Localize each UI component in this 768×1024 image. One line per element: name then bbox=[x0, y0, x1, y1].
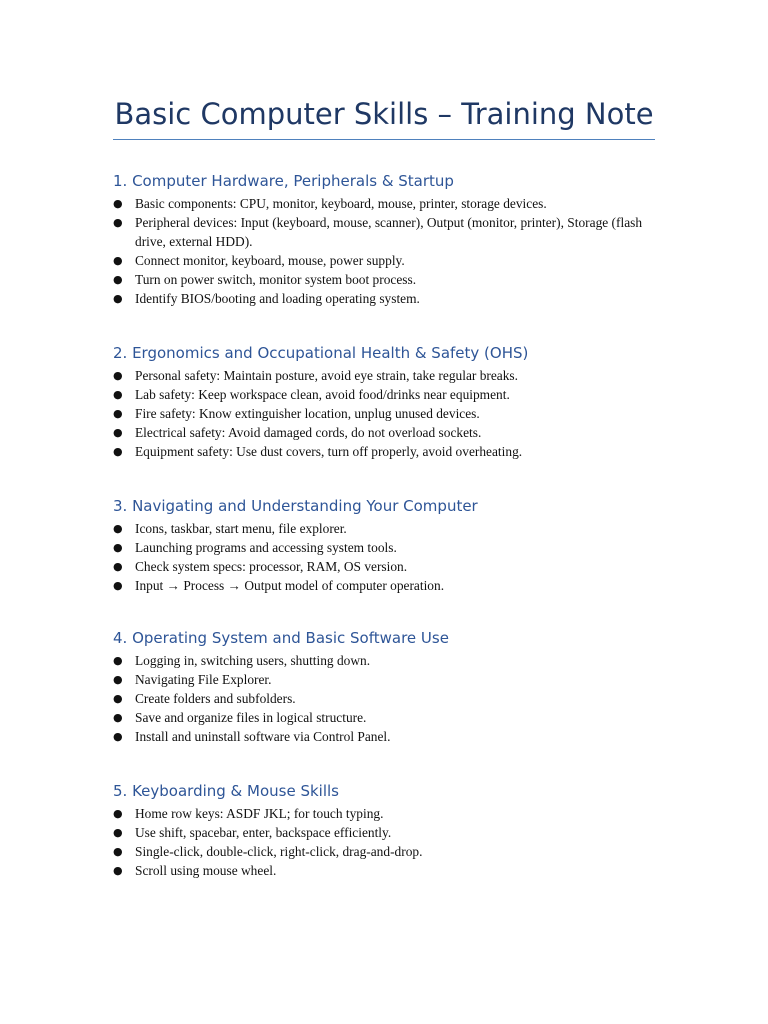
section-heading: 2. Ergonomics and Occupational Health & Safety (OHS) bbox=[113, 344, 529, 362]
list-item-text: Icons, taskbar, start menu, file explorer. bbox=[135, 521, 347, 536]
bullet-icon: ● bbox=[113, 730, 123, 743]
list-item-text: Equipment safety: Use dust covers, turn off properly, avoid overheating. bbox=[135, 444, 523, 459]
section-heading: 1. Computer Hardware, Peripherals & Startup bbox=[113, 172, 454, 190]
bullet-list bbox=[113, 651, 673, 746]
list-item-text: Lab safety: Keep workspace clean, avoid food/drinks near equipment. bbox=[135, 387, 510, 402]
bullet-icon: ● bbox=[113, 445, 123, 458]
bullet-icon: ● bbox=[113, 292, 123, 305]
list-item bbox=[113, 651, 673, 670]
list-item bbox=[113, 194, 673, 213]
list-item bbox=[113, 842, 673, 861]
list-item-text: Electrical safety: Avoid damaged cords, do not overload sockets. bbox=[135, 425, 482, 440]
list-item-text: Launching programs and accessing system tools. bbox=[135, 540, 397, 555]
list-item-text: Turn on power switch, monitor system boot process. bbox=[135, 272, 417, 287]
bullet-icon: ● bbox=[113, 216, 123, 229]
list-item-text: Fire safety: Know extinguisher location, unplug unused devices. bbox=[135, 406, 480, 421]
bullet-icon: ● bbox=[113, 273, 123, 286]
bullet-icon: ● bbox=[113, 579, 123, 592]
list-item bbox=[113, 670, 673, 689]
list-item bbox=[113, 366, 673, 385]
bullet-icon: ● bbox=[113, 522, 123, 535]
bullet-icon: ● bbox=[113, 826, 123, 839]
bullet-icon: ● bbox=[113, 541, 123, 554]
section-heading: 5. Keyboarding & Mouse Skills bbox=[113, 782, 339, 800]
bullet-icon: ● bbox=[113, 864, 123, 877]
list-item bbox=[113, 823, 673, 842]
bullet-list bbox=[113, 519, 673, 595]
list-item-text: Home row keys: ASDF JKL; for touch typing. bbox=[135, 806, 384, 821]
list-item bbox=[113, 689, 673, 708]
bullet-icon: ● bbox=[113, 407, 123, 420]
bullet-icon: ● bbox=[113, 807, 123, 820]
list-item-text: Use shift, spacebar, enter, backspace efficiently. bbox=[135, 825, 392, 840]
bullet-icon: ● bbox=[113, 692, 123, 705]
section-keyboarding bbox=[113, 781, 673, 880]
list-item-text: Logging in, switching users, shutting down. bbox=[135, 653, 371, 668]
list-item bbox=[113, 404, 673, 423]
title-underline bbox=[113, 139, 655, 140]
section-hardware bbox=[113, 171, 673, 308]
list-item bbox=[113, 442, 673, 461]
bullet-icon: ● bbox=[113, 388, 123, 401]
list-item-text: Save and organize files in logical structure. bbox=[135, 710, 367, 725]
section-heading: 4. Operating System and Basic Software Use bbox=[113, 629, 449, 647]
list-item bbox=[113, 538, 673, 557]
list-item bbox=[113, 804, 673, 823]
list-item-text: Personal safety: Maintain posture, avoid eye strain, take regular breaks. bbox=[135, 368, 518, 383]
section-navigating bbox=[113, 496, 673, 595]
list-item-text: Scroll using mouse wheel. bbox=[135, 863, 277, 878]
list-item-text: Single-click, double-click, right-click, drag-and-drop. bbox=[135, 844, 423, 859]
bullet-list bbox=[113, 194, 673, 308]
list-item bbox=[113, 251, 673, 270]
list-item-text: Basic components: CPU, monitor, keyboard, mouse, printer, storage devices. bbox=[135, 196, 547, 211]
bullet-icon: ● bbox=[113, 426, 123, 439]
list-item bbox=[113, 423, 673, 442]
list-item-text: Navigating File Explorer. bbox=[135, 672, 272, 687]
list-item bbox=[113, 557, 673, 576]
section-operating-system bbox=[113, 628, 673, 746]
document-title: Basic Computer Skills – Training Note bbox=[114, 97, 654, 131]
bullet-list bbox=[113, 804, 673, 880]
list-item-text: Create folders and subfolders. bbox=[135, 691, 296, 706]
list-item bbox=[113, 385, 673, 404]
list-item bbox=[113, 270, 673, 289]
section-heading: 3. Navigating and Understanding Your Computer bbox=[113, 497, 478, 515]
bullet-icon: ● bbox=[113, 560, 123, 573]
list-item bbox=[113, 861, 673, 880]
list-item bbox=[113, 289, 673, 308]
list-item bbox=[113, 519, 673, 538]
list-item-text: Check system specs: processor, RAM, OS version. bbox=[135, 559, 408, 574]
bullet-icon: ● bbox=[113, 654, 123, 667]
bullet-icon: ● bbox=[113, 673, 123, 686]
bullet-icon: ● bbox=[113, 711, 123, 724]
list-item bbox=[113, 727, 673, 746]
list-item-text: Peripheral devices: Input (keyboard, mouse, scanner), Output (monitor, printer), Storage (flash drive, external HDD). bbox=[135, 215, 643, 249]
list-item bbox=[113, 213, 673, 251]
list-item-text: Input → Process → Output model of computer operation. bbox=[135, 578, 445, 593]
section-ergonomics bbox=[113, 343, 673, 461]
list-item-text: Identify BIOS/booting and loading operating system. bbox=[135, 291, 420, 306]
list-item bbox=[113, 708, 673, 727]
list-item-text: Connect monitor, keyboard, mouse, power supply. bbox=[135, 253, 405, 268]
list-item-text: Install and uninstall software via Control Panel. bbox=[135, 729, 391, 744]
bullet-icon: ● bbox=[113, 254, 123, 267]
bullet-icon: ● bbox=[113, 845, 123, 858]
list-item bbox=[113, 576, 673, 595]
bullet-list bbox=[113, 366, 673, 461]
bullet-icon: ● bbox=[113, 369, 123, 382]
bullet-icon: ● bbox=[113, 197, 123, 210]
